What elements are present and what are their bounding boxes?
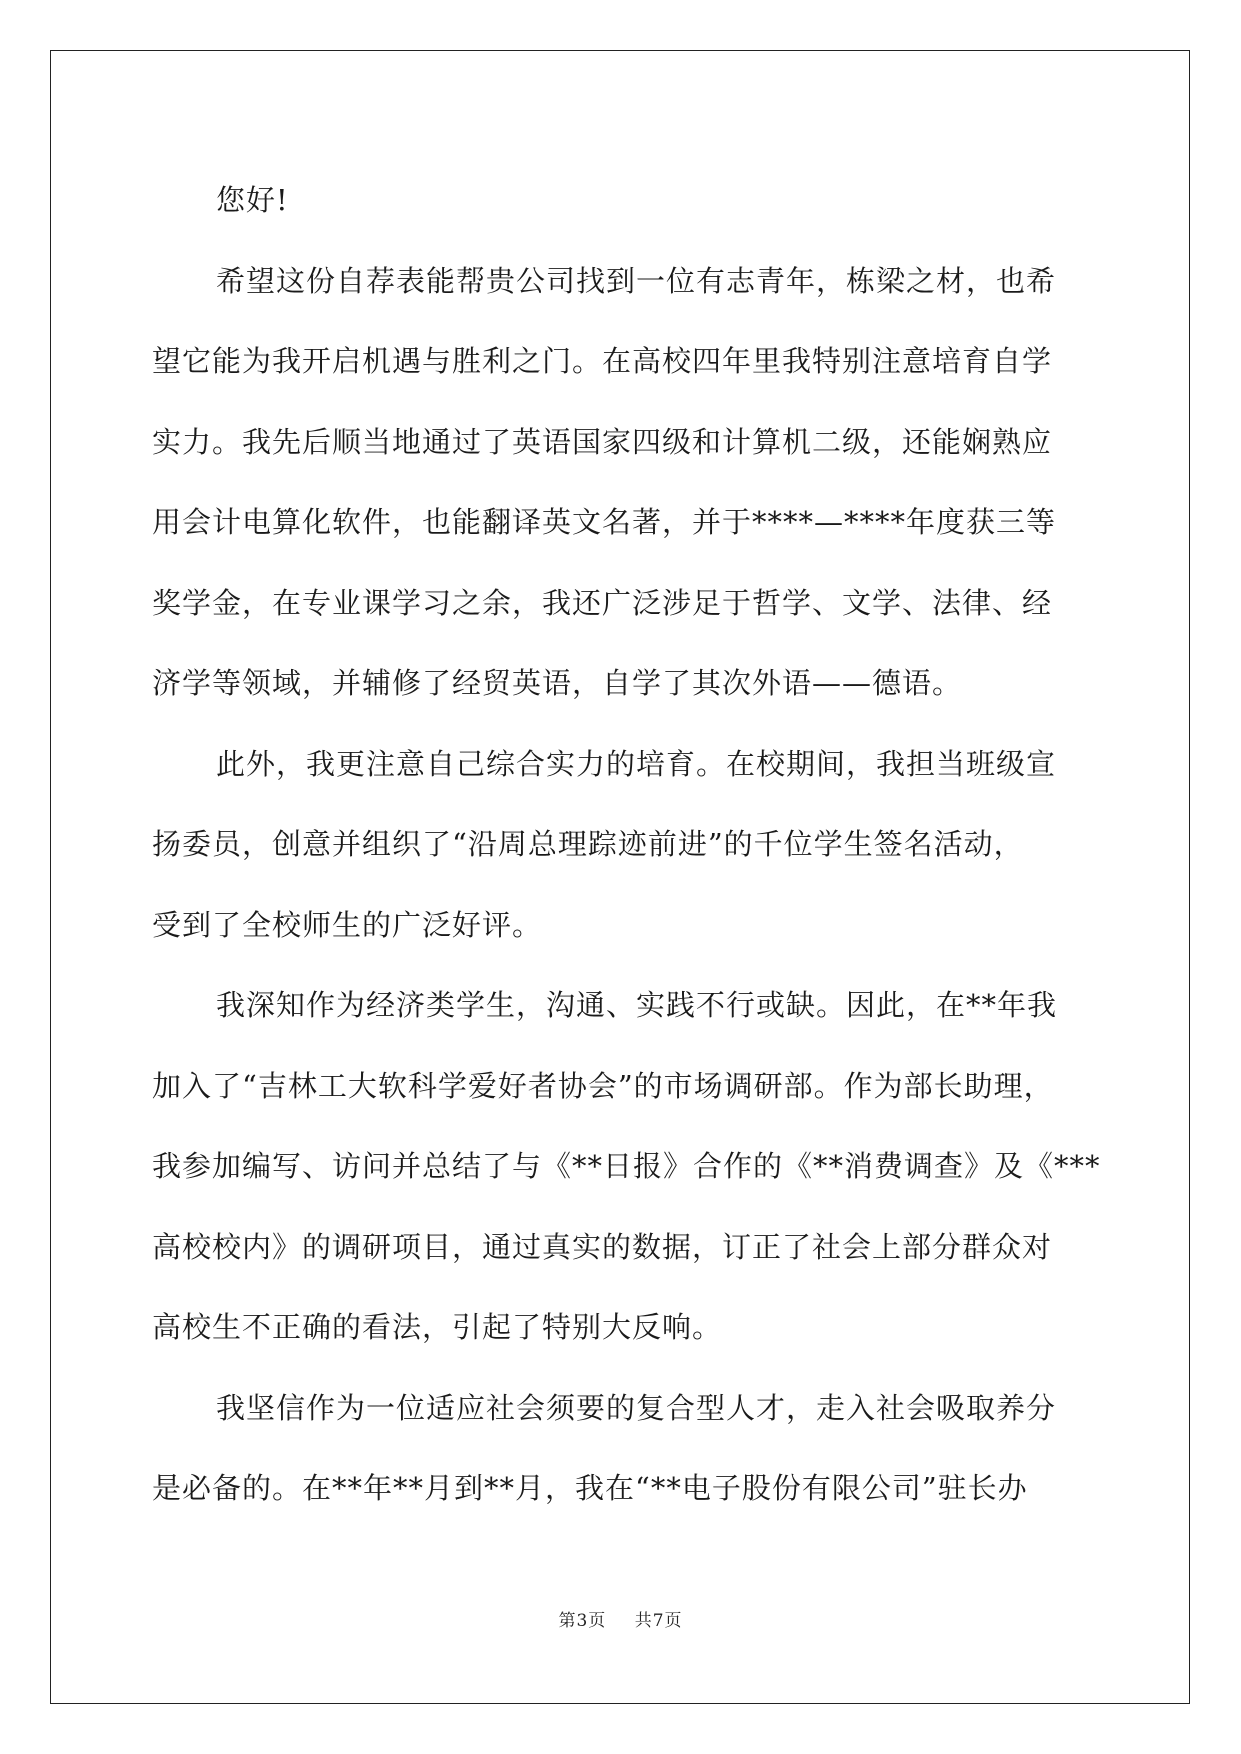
paragraph-line: 我参加编写、访问并总结了与《**日报》合作的《**消费调查》及《*** — [152, 1149, 1101, 1183]
paragraph-line: 加入了“吉林工大软科学爱好者协会”的市场调研部。作为部长助理， — [152, 1068, 1054, 1103]
paragraph-line: 济学等领域，并辅修了经贸英语，自学了其次外语——德语。 — [152, 666, 963, 700]
paragraph-line: 奖学金，在专业课学习之余，我还广泛涉足于哲学、文学、法律、经 — [152, 585, 1053, 620]
page-number: 第3页 — [558, 1611, 607, 1631]
paragraph-activities — [152, 724, 1092, 966]
paragraph-internship — [152, 1368, 1092, 1529]
paragraph-line: 我深知作为经济类学生，沟通、实践不行或缺。因此，在**年我 — [216, 988, 1058, 1022]
greeting — [152, 160, 1092, 241]
paragraph-line: 扬委员，创意并组织了“沿周总理踪迹前进”的千位学生签名活动， — [152, 827, 1024, 861]
greeting-text: 您好! — [216, 183, 289, 217]
paragraph-line: 高校生不正确的看法，引起了特别大反响。 — [152, 1310, 723, 1344]
paragraph-line: 希望这份自荐表能帮贵公司找到一位有志青年，栋梁之材，也希 — [216, 263, 1057, 298]
paragraph-line: 用会计电算化软件，也能翻译英文名著，并于****—****年度获三等 — [152, 505, 1057, 539]
paragraph-line: 此外，我更注意自己综合实力的培育。在校期间，我担当班级宣 — [216, 746, 1057, 781]
letter-body — [152, 160, 1101, 1529]
paragraph-line: 实力。我先后顺当地通过了英语国家四级和计算机二级，还能娴熟应 — [152, 424, 1053, 459]
paragraph-line: 是必备的。在**年**月到**月，我在“**电子股份有限公司”驻长办 — [152, 1471, 1028, 1505]
paragraph-line: 望它能为我开启机遇与胜利之门。在高校四年里我特别注意培育自学 — [152, 344, 1053, 378]
paragraph-line: 我坚信作为一位适应社会须要的复合型人才，走入社会吸取养分 — [216, 1390, 1057, 1425]
paragraph-self-study — [152, 241, 1092, 724]
paragraph-line: 高校校内》的调研项目，通过真实的数据，订正了社会上部分群众对 — [152, 1229, 1053, 1264]
page-count: 共7页 — [634, 1611, 683, 1631]
page-footer — [0, 1606, 1241, 1631]
paragraph-research — [152, 965, 1101, 1368]
paragraph-line: 受到了全校师生的广泛好评。 — [152, 907, 543, 942]
